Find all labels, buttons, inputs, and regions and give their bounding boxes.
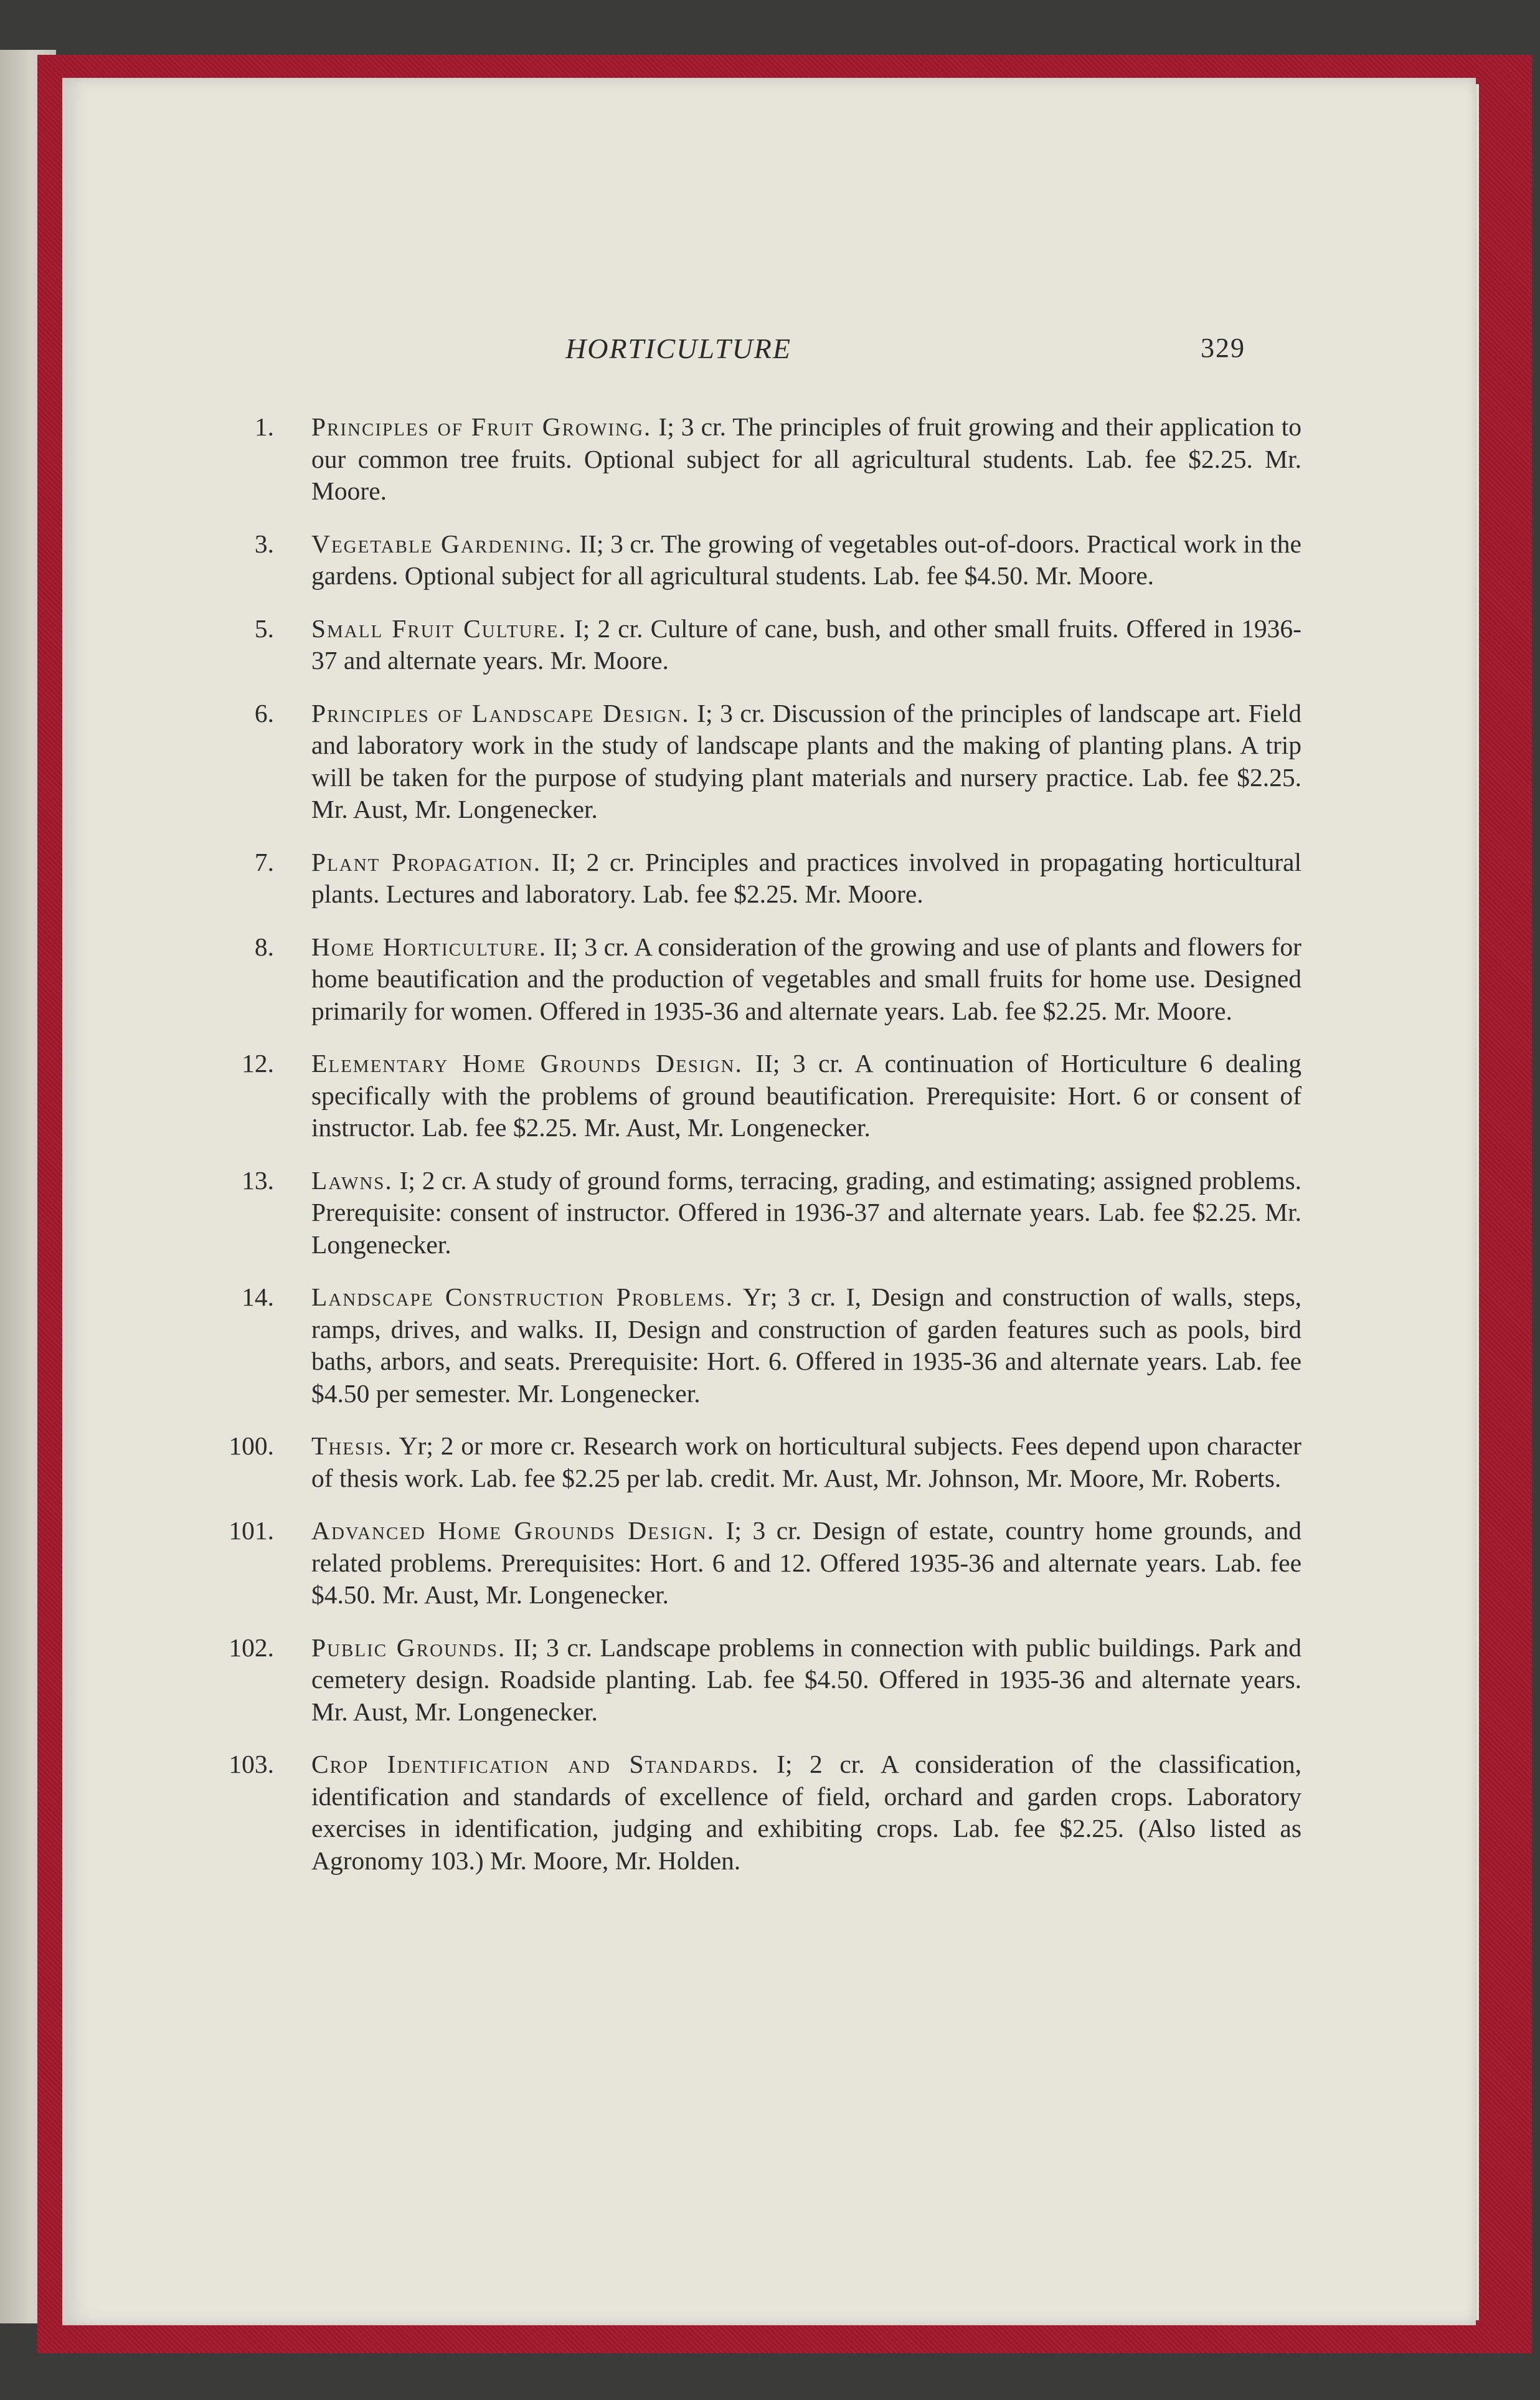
course-description: II; 3 cr. Landscape problems in connection with public buildings. Park and cemetery design. Roadside planting. Lab. fee $4.50. Offered in 1935-36 and alternate years. Mr. Aust, Mr. Longenecker. — [311, 1633, 1301, 1726]
course-title: Small Fruit Culture. — [311, 614, 567, 643]
course-description: I; 2 cr. A consideration of the classification, identification and standards of excellence of field, orchard and garden crops. Laboratory exercises in identification, judging and exhibiting crops. Lab. fee $2.25. (Also listed as Agronomy 103.) Mr. Moore, Mr. Holden. — [311, 1750, 1301, 1875]
course-description: I; 3 cr. Discussion of the principles of landscape art. Field and laboratory work in the study of landscape plants and the making of planting plans. A trip will be taken for the purpose of studying plant materials and nursery practice. Lab. fee $2.25. Mr. Aust, Mr. Longenecker. — [311, 698, 1301, 823]
course-title: Thesis. — [311, 1431, 393, 1460]
course-entry — [224, 613, 1301, 677]
course-description: II; 3 cr. A continuation of Horticulture 6 dealing specifically with the problems of ground beautification. Prerequisite: Hort. 6 or consent of instructor. Lab. fee $2.25. Mr. Aust, Mr. Longenecker. — [311, 1049, 1301, 1142]
course-entry — [224, 1048, 1301, 1144]
course-entry — [224, 411, 1301, 508]
course-list — [224, 411, 1301, 1897]
course-title: Plant Propagation. — [311, 847, 542, 876]
course-number: 3. — [254, 529, 274, 558]
course-number: 1. — [254, 412, 274, 441]
course-number: 7. — [254, 847, 274, 876]
course-title: Elementary Home Grounds Design. — [311, 1049, 743, 1078]
course-title: Principles of Fruit Growing. — [311, 412, 652, 441]
course-description: I; 3 cr. The principles of fruit growing and their application to our common tree fruits. Optional subject for all agricultural students. Lab. fee $2.25. Mr. Moore. — [311, 412, 1301, 505]
course-number: 101. — [229, 1516, 274, 1545]
course-description: I; 2 cr. Culture of cane, bush, and other small fruits. Offered in 1936-37 and alternate years. Mr. Moore. — [311, 614, 1301, 675]
course-title: Home Horticulture. — [311, 932, 547, 961]
course-number: 102. — [229, 1633, 274, 1662]
course-description: II; 3 cr. A consideration of the growing and use of plants and flowers for home beautification and the production of vegetables and small fruits for home use. Designed primarily for women. Offered in 1935-36 and alternate years. Lab. fee $2.25. Mr. Moore. — [311, 932, 1301, 1025]
book-page — [62, 78, 1476, 2325]
course-number: 8. — [254, 932, 274, 961]
course-number: 13. — [242, 1165, 274, 1195]
course-title: Lawns. — [311, 1165, 393, 1195]
course-title: Principles of Landscape Design. — [311, 698, 690, 728]
course-entry — [224, 1165, 1301, 1261]
course-entry — [224, 528, 1301, 592]
course-title: Advanced Home Grounds Design. — [311, 1516, 716, 1545]
course-entry — [224, 1748, 1301, 1877]
course-number: 14. — [242, 1283, 274, 1311]
course-entry — [224, 698, 1301, 826]
course-description: Yr; 2 or more cr. Research work on horticultural subjects. Fees depend upon character of thesis work. Lab. fee $2.25 per lab. credit. Mr. Aust, Mr. Johnson, Mr. Moore, Mr. Roberts. — [311, 1431, 1301, 1492]
course-number: 5. — [254, 614, 274, 643]
course-title: Vegetable Gardening. — [311, 529, 573, 558]
course-description: I; 2 cr. A study of ground forms, terracing, grading, and estimating; assigned problems. Prerequisite: consent of instructor. Offered in 1936-37 and alternate years. Lab. fee $2.25. Mr. Longenecker. — [311, 1165, 1301, 1259]
course-title: Crop Identification and Standards. — [311, 1750, 760, 1778]
running-head-title: HORTICULTURE — [565, 333, 792, 364]
course-entry — [224, 931, 1301, 1028]
page-number: 329 — [1201, 333, 1245, 363]
course-title: Landscape Construction Problems. — [311, 1283, 734, 1311]
course-entry — [224, 1632, 1301, 1729]
course-description: Yr; 3 cr. I, Design and construction of walls, steps, ramps, drives, and walks. II, Design and construction of garden features such as pools, bird baths, arbors, and seats. Prerequisite: Hort. 6. Offered in 1935-36 and alternate years. Lab. fee $4.50 per semester. Mr. Longenecker. — [311, 1283, 1302, 1408]
course-description: II; 3 cr. The growing of vegetables out-of-doors. Practical work in the gardens. Optional subject for all agricultural students. Lab. fee $4.50. Mr. Moore. — [311, 529, 1301, 590]
course-number: 6. — [254, 698, 274, 728]
course-entry — [224, 1281, 1301, 1410]
course-description: II; 2 cr. Principles and practices involved in propagating horticultural plants. Lectures and laboratory. Lab. fee $2.25. Mr. Moore. — [311, 847, 1301, 908]
course-title: Public Grounds. — [311, 1633, 506, 1662]
course-entry — [224, 1430, 1301, 1494]
course-description: I; 3 cr. Design of estate, country home grounds, and related problems. Prerequisites: Hort. 6 and 12. Offered 1935-36 and alternate years. Lab. fee $4.50. Mr. Aust, Mr. Longenecker. — [311, 1516, 1301, 1609]
course-entry — [224, 847, 1301, 911]
course-number: 12. — [242, 1049, 274, 1078]
course-number: 100. — [229, 1431, 274, 1460]
course-number: 103. — [229, 1750, 274, 1778]
course-entry — [224, 1515, 1301, 1611]
